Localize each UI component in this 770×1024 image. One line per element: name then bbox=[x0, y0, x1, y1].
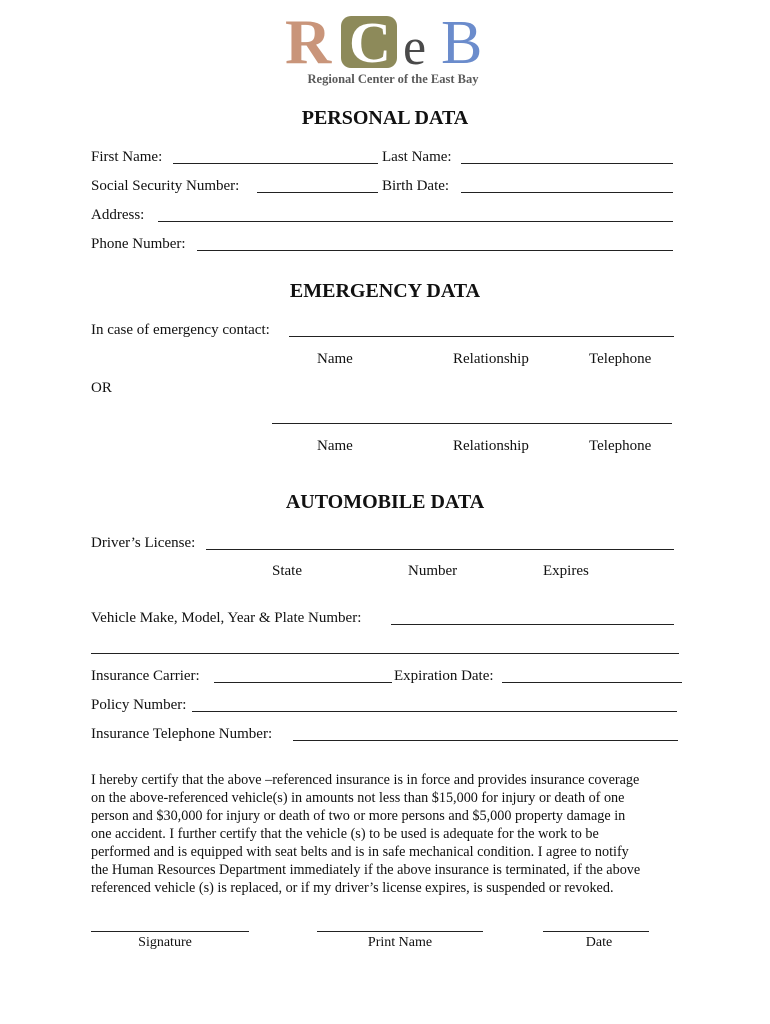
automobile-data-heading: AUTOMOBILE DATA bbox=[285, 491, 485, 513]
policy-number-label: Policy Number: bbox=[91, 697, 187, 713]
drivers-license-label: Driver’s License: bbox=[91, 535, 196, 551]
phone-number-field[interactable] bbox=[197, 250, 673, 251]
signature-label: Signature bbox=[138, 935, 192, 950]
logo bbox=[283, 6, 503, 90]
or-label: OR bbox=[91, 380, 112, 396]
emergency-col-telephone: Telephone bbox=[589, 351, 652, 367]
first-name-label: First Name: bbox=[91, 149, 163, 165]
certification-line: one accident. I further certify that the vehicle (s) to be used is adequate for the work to be bbox=[91, 826, 599, 842]
logo-tagline: Regional Center of the East Bay bbox=[307, 72, 479, 86]
certification-line: referenced vehicle (s) is replaced, or if my driver’s license expires, is suspended or revoked. bbox=[91, 880, 614, 896]
print-name-field[interactable] bbox=[317, 931, 483, 932]
emergency-contact-label: In case of emergency contact: bbox=[91, 322, 270, 338]
logo-letter-c: C bbox=[349, 10, 391, 75]
emergency-contact-field[interactable] bbox=[289, 336, 674, 337]
date-field[interactable] bbox=[543, 931, 649, 932]
signature-field[interactable] bbox=[91, 931, 249, 932]
vehicle-label: Vehicle Make, Model, Year & Plate Number: bbox=[91, 610, 362, 626]
date-label: Date bbox=[585, 935, 613, 950]
policy-number-field[interactable] bbox=[192, 711, 677, 712]
certification-line: on the above-referenced vehicle(s) in amounts not less than $15,000 for injury or death of one bbox=[91, 790, 625, 806]
address-label: Address: bbox=[91, 207, 145, 223]
drivers-license-field[interactable] bbox=[206, 549, 674, 550]
emergency-col-relationship: Relationship bbox=[453, 351, 529, 367]
alternate-col-name: Name bbox=[317, 438, 353, 454]
vehicle-field[interactable] bbox=[391, 624, 674, 625]
logo-letter-r: R bbox=[285, 6, 332, 77]
certification-line: person and $30,000 for injury or death of two or more persons and $5,000 property damage in bbox=[91, 808, 626, 824]
emergency-data-heading: EMERGENCY DATA bbox=[289, 280, 481, 302]
license-col-expires: Expires bbox=[543, 563, 589, 579]
insurance-carrier-field[interactable] bbox=[214, 682, 392, 683]
address-field[interactable] bbox=[158, 221, 673, 222]
vehicle-field-line2[interactable] bbox=[91, 653, 679, 654]
last-name-field[interactable] bbox=[461, 163, 673, 164]
license-col-state: State bbox=[272, 563, 302, 579]
logo-letter-e: e bbox=[403, 19, 427, 76]
logo-letter-b: B bbox=[441, 9, 483, 77]
alternate-contact-field[interactable] bbox=[272, 423, 672, 424]
alternate-col-relationship: Relationship bbox=[453, 438, 529, 454]
personal-data-heading: PERSONAL DATA bbox=[301, 107, 469, 129]
certification-line: I hereby certify that the above –referenced insurance is in force and provides insurance coverage bbox=[91, 772, 640, 788]
ssn-field[interactable] bbox=[257, 192, 378, 193]
expiration-date-label: Expiration Date: bbox=[394, 668, 494, 684]
last-name-label: Last Name: bbox=[382, 149, 452, 165]
birth-date-field[interactable] bbox=[461, 192, 673, 193]
certification-paragraph bbox=[91, 771, 691, 897]
insurance-carrier-label: Insurance Carrier: bbox=[91, 668, 200, 684]
birth-date-label: Birth Date: bbox=[382, 178, 450, 194]
emergency-col-name: Name bbox=[317, 351, 353, 367]
insurance-telephone-label: Insurance Telephone Number: bbox=[91, 726, 273, 742]
first-name-field[interactable] bbox=[173, 163, 378, 164]
certification-line: performed and is equipped with seat belts and is in safe mechanical condition. I agree to notify bbox=[91, 844, 629, 860]
expiration-date-field[interactable] bbox=[502, 682, 682, 683]
insurance-telephone-field[interactable] bbox=[293, 740, 678, 741]
alternate-col-telephone: Telephone bbox=[589, 438, 652, 454]
phone-number-label: Phone Number: bbox=[91, 236, 186, 252]
certification-line: the Human Resources Department immediately if the above insurance is terminated, if the above bbox=[91, 862, 641, 878]
ssn-label: Social Security Number: bbox=[91, 178, 240, 194]
print-name-label: Print Name bbox=[367, 935, 433, 950]
license-col-number: Number bbox=[408, 563, 458, 579]
